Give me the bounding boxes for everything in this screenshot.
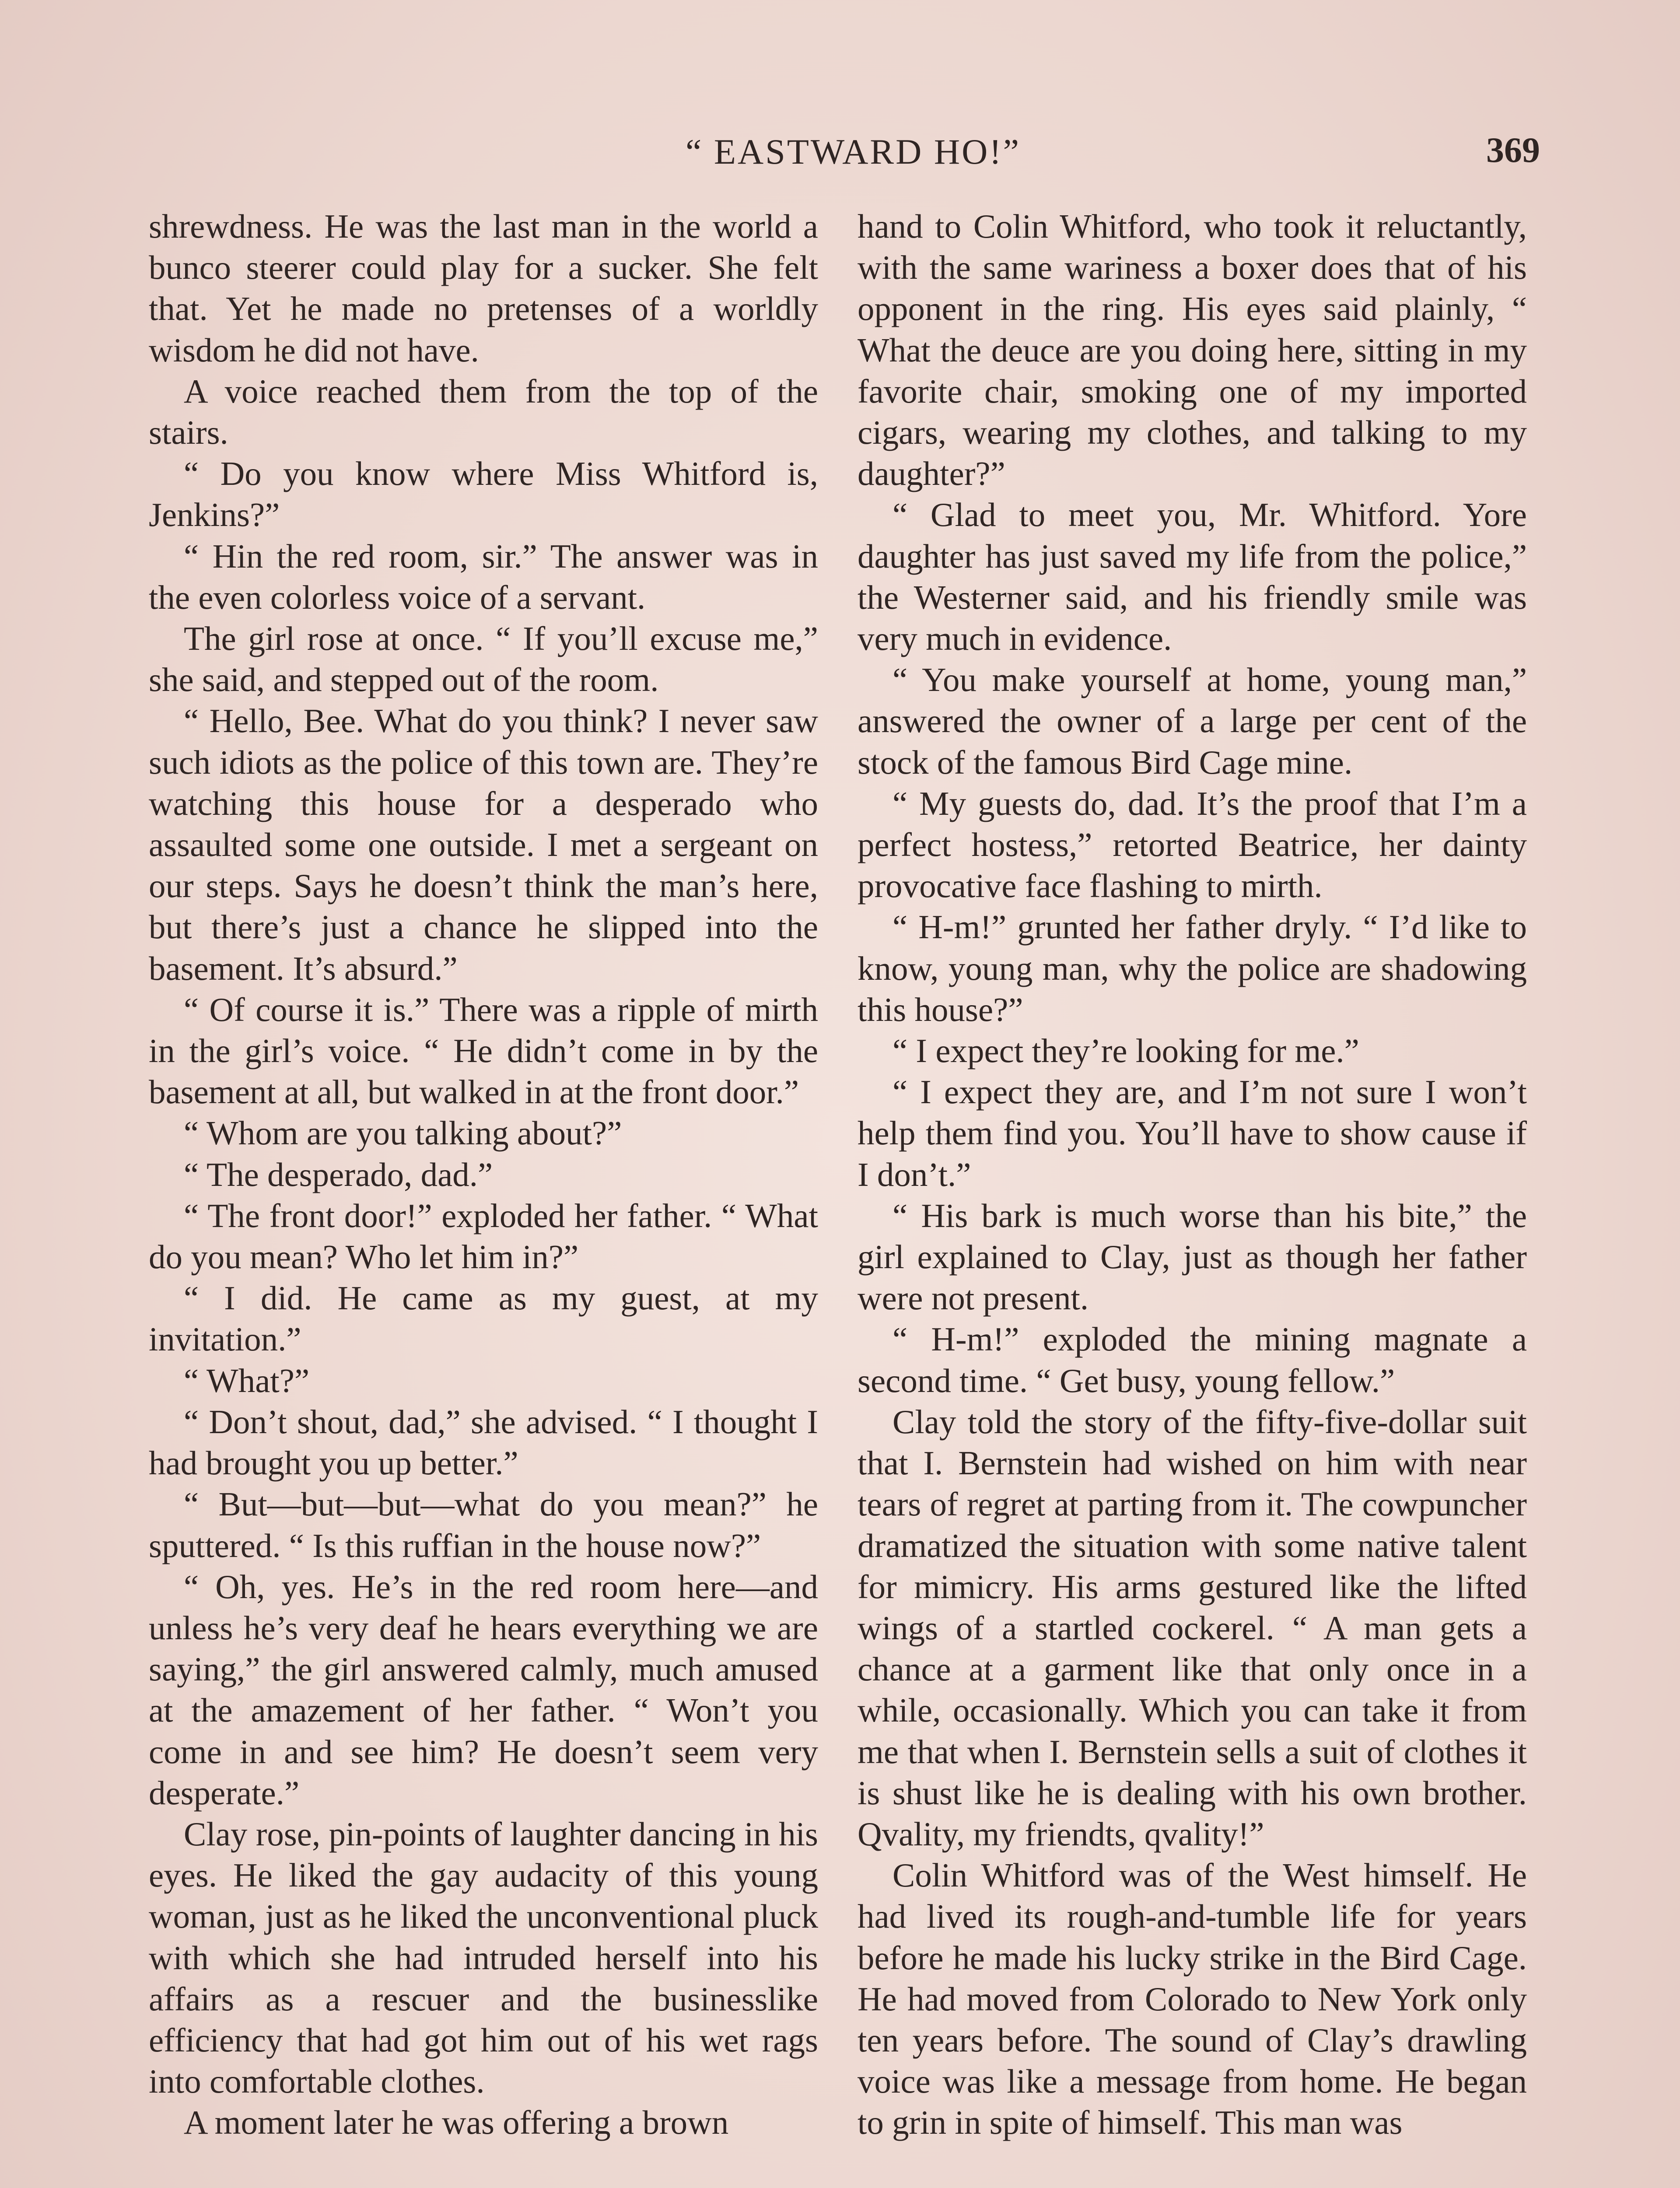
paragraph: The girl rose at once. “ If you’ll excuse me,” she said, and stepped out of the room. (149, 620, 818, 699)
paragraph: A moment later he was offering a brown (184, 2104, 729, 2142)
paragraph: “ You make yourself at home, young man,” answered the owner of a large per cent of the stock of the famous Bird Cage mine. (858, 661, 1527, 781)
paragraph: “ Hello, Bee. What do you think? I never saw such idiots as the police of this town are. They’re watching this house for a desperado who assaulted some one outside. I met a sergeant on our steps. Says he doesn’t think the man’s here, but there’s just a chance he slipped into the basement. It’s absurd.” (149, 702, 818, 987)
paragraph: “ I expect they are, and I’m not sure I won’t help them find you. You’ll have to show cause if I don’t.” (858, 1073, 1527, 1193)
text-column-right (858, 206, 1527, 2188)
running-header-title: “ EASTWARD HO!” (686, 132, 1021, 172)
paragraph: “ Of course it is.” There was a ripple of mirth in the girl’s voice. “ He didn’t come in by the basement at all, but walked in at the front door.” (149, 990, 818, 1111)
paragraph: “ Don’t shout, dad,” she advised. “ I thought I had brought you up better.” (149, 1403, 818, 1482)
paragraph: “ H-m!” exploded the mining magnate a second time. “ Get busy, young fellow.” (858, 1320, 1527, 1399)
paragraph: “ I expect they’re looking for me.” (892, 1032, 1359, 1070)
paragraph: “ Whom are you talking about?” (184, 1114, 622, 1152)
paragraph: A voice reached them from the top of the stairs. (149, 372, 818, 452)
paragraph: “ What?” (184, 1361, 310, 1399)
page-number: 369 (1486, 130, 1540, 170)
paragraph: “ Do you know where Miss Whitford is, Jenkins?” (149, 455, 818, 534)
paragraph: “ But—but—but—what do you mean?” he sputtered. “ Is this ruffian in the house now?” (149, 1485, 818, 1564)
paragraph: “ Hin the red room, sir.” The answer was in the even colorless voice of a servant. (149, 537, 818, 616)
paragraph: hand to Colin Whitford, who took it reluctantly, with the same wariness a boxer does that of his opponent in the ring. His eyes said plainly, “ What the deuce are you doing here, sitting in my favorite chair, smoking one of my imported cigars, wearing my clothes, and talking to my daughter?” (858, 207, 1527, 493)
text-column-left (149, 206, 818, 2188)
paragraph: “ H-m!” grunted her father dryly. “ I’d like to know, young man, why the police are shadowing this house?” (858, 908, 1527, 1028)
paragraph: “ Glad to meet you, Mr. Whitford. Yore daughter has just saved my life from the police,” the Westerner said, and his friendly smile was very much in evidence. (858, 496, 1527, 658)
paragraph: “ The desperado, dad.” (184, 1155, 493, 1193)
paragraph: “ My guests do, dad. It’s the proof that I’m a perfect hostess,” retorted Beatrice, her dainty provocative face flashing to mirth. (858, 784, 1527, 905)
paragraph: “ The front door!” exploded her father. “ What do you mean? Who let him in?” (149, 1196, 818, 1276)
paragraph: “ Oh, yes. He’s in the red room here—and unless he’s very deaf he hears everything we are saying,” the girl answered calmly, much amused at the amazement of her father. “ Won’t you come in and see him? He doesn’t seem very desperate.” (149, 1567, 818, 1812)
paragraph: “ His bark is much worse than his bite,” the girl explained to Clay, just as though her father were not present. (858, 1196, 1527, 1317)
paragraph: Colin Whitford was of the West himself. He had lived its rough-and-tumble life for years before he made his lucky strike in the Bird Cage. He had moved from Colorado to New York only ten years before. The sound of Clay’s drawling voice was like a message from home. He began to grin in spite of himself. This man was (858, 1856, 1527, 2142)
paragraph: Clay told the story of the fifty-five-dollar suit that I. Bernstein had wished on him with near tears of regret at parting from it. The cowpuncher dramatized the situation with some native talent for mimicry. His arms gestured like the lifted wings of a startled cockerel. “ A man gets a chance at a garment like that only once in a while, occasionally. Which you can take it from me that when I. Bernstein sells a suit of clothes it is shust like he is dealing with his own brother. Qvality, my friendts, qvality!” (858, 1403, 1527, 1853)
paragraph: shrewdness. He was the last man in the world a bunco steerer could play for a sucker. She felt that. Yet he made no pretenses of a worldly wisdom he did not have. (149, 207, 818, 369)
paragraph: “ I did. He came as my guest, at my invitation.” (149, 1279, 818, 1358)
paragraph: Clay rose, pin-points of laughter dancing in his eyes. He liked the gay audacity of this young woman, just as he liked the unconventional pluck with which she had intruded herself into his affairs as a rescuer and the businesslike efficiency that had got him out of his wet rags into comfortable clothes. (149, 1815, 818, 2100)
